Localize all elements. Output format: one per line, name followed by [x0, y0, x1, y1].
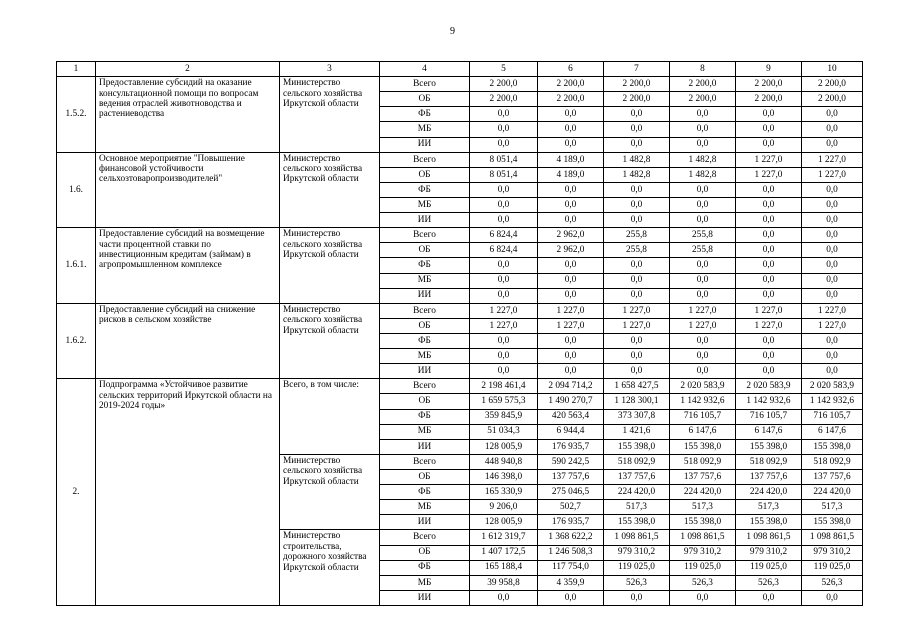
amount-cell: 0,0 [802, 590, 863, 605]
amount-cell: 224 420,0 [736, 485, 802, 500]
amount-cell: 0,0 [802, 288, 863, 303]
executor: Министерство сельского хозяйства Иркутской области [280, 454, 380, 530]
amount-cell: 518 092,9 [670, 454, 736, 469]
amount-cell: 0,0 [670, 197, 736, 212]
item-name: Подпрограмма «Устойчивое развитие сельских территорий Иркутской области на 2019-2024 годы» [96, 379, 280, 606]
amount-cell: 0,0 [470, 197, 538, 212]
amount-cell: 526,3 [802, 575, 863, 590]
funding-source: ОБ [380, 394, 470, 409]
amount-cell: 8 051,4 [470, 152, 538, 167]
amount-cell: 1 098 861,5 [802, 530, 863, 545]
funding-source: ИИ [380, 288, 470, 303]
amount-cell: 0,0 [736, 258, 802, 273]
item-code: 1.6.2. [57, 303, 96, 379]
amount-cell: 4 189,0 [538, 167, 604, 182]
amount-cell: 1 482,8 [604, 152, 670, 167]
amount-cell: 0,0 [604, 364, 670, 379]
amount-cell: 155 398,0 [736, 439, 802, 454]
amount-cell: 0,0 [670, 349, 736, 364]
amount-cell: 0,0 [470, 349, 538, 364]
amount-cell: 0,0 [604, 349, 670, 364]
amount-cell: 1 142 932,6 [670, 394, 736, 409]
amount-cell: 0,0 [670, 122, 736, 137]
amount-cell: 119 025,0 [736, 560, 802, 575]
amount-cell: 1 482,8 [670, 167, 736, 182]
amount-cell: 2 200,0 [604, 92, 670, 107]
amount-cell: 9 206,0 [470, 500, 538, 515]
amount-cell: 0,0 [538, 288, 604, 303]
amount-cell: 0,0 [802, 364, 863, 379]
amount-cell: 2 200,0 [802, 92, 863, 107]
amount-cell: 155 398,0 [802, 515, 863, 530]
amount-cell: 1 482,8 [604, 167, 670, 182]
amount-cell: 1 227,0 [470, 318, 538, 333]
amount-cell: 526,3 [670, 575, 736, 590]
funding-source: МБ [380, 575, 470, 590]
funding-source: ОБ [380, 469, 470, 484]
amount-cell: 2 020 583,9 [736, 379, 802, 394]
amount-cell: 359 845,9 [470, 409, 538, 424]
funding-source: Всего [380, 454, 470, 469]
column-header: 9 [736, 62, 802, 77]
amount-cell: 0,0 [670, 182, 736, 197]
amount-cell: 518 092,9 [802, 454, 863, 469]
amount-cell: 0,0 [470, 288, 538, 303]
amount-cell: 0,0 [470, 122, 538, 137]
amount-cell: 979 310,2 [670, 545, 736, 560]
funding-source: Всего [380, 530, 470, 545]
table-row [57, 152, 863, 167]
amount-cell: 1 227,0 [802, 303, 863, 318]
amount-cell: 0,0 [736, 137, 802, 152]
funding-source: ОБ [380, 318, 470, 333]
item-code: 1.5.2. [57, 77, 96, 153]
amount-cell: 255,8 [604, 228, 670, 243]
amount-cell: 1 658 427,5 [604, 379, 670, 394]
column-header: 10 [802, 62, 863, 77]
column-header: 5 [470, 62, 538, 77]
amount-cell: 1 246 508,3 [538, 545, 604, 560]
amount-cell: 2 200,0 [736, 92, 802, 107]
page-number: 9 [450, 26, 455, 37]
table-row [57, 228, 863, 243]
amount-cell: 165 330,9 [470, 485, 538, 500]
amount-cell: 0,0 [538, 107, 604, 122]
amount-cell: 1 098 861,5 [670, 530, 736, 545]
amount-cell: 0,0 [538, 197, 604, 212]
item-name: Предоставление субсидий на возмещение части процентной ставки по инвестиционным кредитам (займам) в агропромышленном комплексе [96, 228, 280, 304]
amount-cell: 0,0 [470, 213, 538, 228]
amount-cell: 1 421,6 [604, 424, 670, 439]
amount-cell: 0,0 [470, 273, 538, 288]
funding-source: ФБ [380, 182, 470, 197]
amount-cell: 119 025,0 [670, 560, 736, 575]
amount-cell: 0,0 [736, 122, 802, 137]
amount-cell: 0,0 [470, 333, 538, 348]
amount-cell: 137 757,6 [802, 469, 863, 484]
amount-cell: 1 227,0 [736, 152, 802, 167]
amount-cell: 51 034,3 [470, 424, 538, 439]
amount-cell: 6 944,4 [538, 424, 604, 439]
amount-cell: 518 092,9 [736, 454, 802, 469]
amount-cell: 0,0 [604, 258, 670, 273]
amount-cell: 137 757,6 [604, 469, 670, 484]
funding-source: ИИ [380, 137, 470, 152]
amount-cell: 0,0 [604, 197, 670, 212]
amount-cell: 517,3 [604, 500, 670, 515]
amount-cell: 176 935,7 [538, 515, 604, 530]
amount-cell: 1 227,0 [538, 318, 604, 333]
amount-cell: 0,0 [802, 107, 863, 122]
item-name: Основное мероприятие "Повышение финансовой устойчивости сельхозтоваропроизводителей" [96, 152, 280, 228]
column-header: 7 [604, 62, 670, 77]
amount-cell: 0,0 [538, 273, 604, 288]
amount-cell: 1 227,0 [538, 303, 604, 318]
amount-cell: 4 359,9 [538, 575, 604, 590]
amount-cell: 2 200,0 [604, 77, 670, 92]
funding-source: МБ [380, 273, 470, 288]
amount-cell: 0,0 [604, 182, 670, 197]
amount-cell: 0,0 [670, 364, 736, 379]
amount-cell: 137 757,6 [670, 469, 736, 484]
amount-cell: 2 020 583,9 [670, 379, 736, 394]
amount-cell: 1 227,0 [802, 152, 863, 167]
amount-cell: 224 420,0 [670, 485, 736, 500]
amount-cell: 0,0 [802, 333, 863, 348]
amount-cell: 2 200,0 [802, 77, 863, 92]
amount-cell: 1 612 319,7 [470, 530, 538, 545]
amount-cell: 0,0 [604, 333, 670, 348]
amount-cell: 0,0 [670, 333, 736, 348]
amount-cell: 2 200,0 [670, 77, 736, 92]
amount-cell: 0,0 [538, 122, 604, 137]
amount-cell: 2 962,0 [538, 228, 604, 243]
amount-cell: 1 227,0 [802, 167, 863, 182]
table-row [57, 303, 863, 318]
funding-source: Всего [380, 379, 470, 394]
amount-cell: 137 757,6 [736, 469, 802, 484]
amount-cell: 1 142 932,6 [802, 394, 863, 409]
amount-cell: 0,0 [736, 590, 802, 605]
amount-cell: 0,0 [802, 122, 863, 137]
funding-source: ОБ [380, 92, 470, 107]
amount-cell: 0,0 [470, 258, 538, 273]
amount-cell: 1 227,0 [802, 318, 863, 333]
amount-cell: 517,3 [736, 500, 802, 515]
amount-cell: 0,0 [670, 590, 736, 605]
amount-cell: 255,8 [604, 243, 670, 258]
item-code: 1.6. [57, 152, 96, 228]
amount-cell: 128 005,9 [470, 439, 538, 454]
amount-cell: 0,0 [736, 288, 802, 303]
funding-source: МБ [380, 500, 470, 515]
amount-cell: 0,0 [736, 107, 802, 122]
amount-cell: 448 940,8 [470, 454, 538, 469]
amount-cell: 0,0 [670, 213, 736, 228]
item-code: 2. [57, 379, 96, 606]
amount-cell: 1 142 932,6 [736, 394, 802, 409]
amount-cell: 0,0 [538, 349, 604, 364]
funding-source: ИИ [380, 515, 470, 530]
amount-cell: 0,0 [736, 349, 802, 364]
funding-source: ОБ [380, 545, 470, 560]
column-header: 2 [96, 62, 280, 77]
amount-cell: 0,0 [736, 197, 802, 212]
amount-cell: 0,0 [538, 137, 604, 152]
amount-cell: 0,0 [670, 288, 736, 303]
amount-cell: 117 754,0 [538, 560, 604, 575]
amount-cell: 1 490 270,7 [538, 394, 604, 409]
table-row [57, 77, 863, 92]
amount-cell: 2 200,0 [538, 77, 604, 92]
column-header: 8 [670, 62, 736, 77]
funding-source: МБ [380, 349, 470, 364]
amount-cell: 176 935,7 [538, 439, 604, 454]
executor: Министерство строительства, дорожного хозяйства Иркутской области [280, 530, 380, 606]
amount-cell: 0,0 [670, 273, 736, 288]
item-name: Предоставление субсидий на оказание консультационной помощи по вопросам ведения отраслей животноводства и растениеводства [96, 77, 280, 153]
amount-cell: 0,0 [604, 213, 670, 228]
amount-cell: 1 227,0 [670, 318, 736, 333]
amount-cell: 224 420,0 [802, 485, 863, 500]
funding-source: ФБ [380, 107, 470, 122]
amount-cell: 716 105,7 [802, 409, 863, 424]
amount-cell: 2 200,0 [736, 77, 802, 92]
amount-cell: 6 824,4 [470, 243, 538, 258]
funding-source: Всего [380, 303, 470, 318]
amount-cell: 155 398,0 [670, 515, 736, 530]
amount-cell: 0,0 [538, 258, 604, 273]
amount-cell: 39 958,8 [470, 575, 538, 590]
amount-cell: 716 105,7 [670, 409, 736, 424]
amount-cell: 1 482,8 [670, 152, 736, 167]
funding-source: ФБ [380, 485, 470, 500]
amount-cell: 0,0 [736, 273, 802, 288]
funding-source: ФБ [380, 560, 470, 575]
amount-cell: 2 962,0 [538, 243, 604, 258]
amount-cell: 1 227,0 [470, 303, 538, 318]
funding-source: ФБ [380, 333, 470, 348]
amount-cell: 0,0 [736, 333, 802, 348]
amount-cell: 0,0 [604, 122, 670, 137]
item-name: Предоставление субсидий на снижение рисков в сельском хозяйстве [96, 303, 280, 379]
budget-table [56, 61, 863, 606]
column-header: 6 [538, 62, 604, 77]
amount-cell: 0,0 [802, 243, 863, 258]
amount-cell: 1 227,0 [604, 303, 670, 318]
amount-cell: 0,0 [802, 213, 863, 228]
item-code: 1.6.1. [57, 228, 96, 304]
funding-source: Всего [380, 152, 470, 167]
funding-source: Всего [380, 228, 470, 243]
amount-cell: 0,0 [736, 243, 802, 258]
amount-cell: 6 147,6 [670, 424, 736, 439]
amount-cell: 0,0 [470, 182, 538, 197]
amount-cell: 0,0 [670, 258, 736, 273]
amount-cell: 517,3 [802, 500, 863, 515]
amount-cell: 373 307,8 [604, 409, 670, 424]
amount-cell: 0,0 [470, 590, 538, 605]
funding-source: ИИ [380, 364, 470, 379]
amount-cell: 0,0 [538, 333, 604, 348]
amount-cell: 502,7 [538, 500, 604, 515]
amount-cell: 0,0 [802, 273, 863, 288]
amount-cell: 155 398,0 [670, 439, 736, 454]
amount-cell: 0,0 [470, 364, 538, 379]
amount-cell: 0,0 [736, 213, 802, 228]
amount-cell: 155 398,0 [736, 515, 802, 530]
amount-cell: 8 051,4 [470, 167, 538, 182]
executor: Министерство сельского хозяйства Иркутской области [280, 152, 380, 228]
amount-cell: 155 398,0 [604, 439, 670, 454]
amount-cell: 0,0 [670, 107, 736, 122]
amount-cell: 517,3 [670, 500, 736, 515]
amount-cell: 518 092,9 [604, 454, 670, 469]
amount-cell: 119 025,0 [802, 560, 863, 575]
amount-cell: 0,0 [802, 137, 863, 152]
amount-cell: 4 189,0 [538, 152, 604, 167]
amount-cell: 1 227,0 [736, 167, 802, 182]
funding-source: ОБ [380, 243, 470, 258]
amount-cell: 0,0 [538, 364, 604, 379]
amount-cell: 979 310,2 [736, 545, 802, 560]
amount-cell: 0,0 [538, 182, 604, 197]
amount-cell: 2 198 461,4 [470, 379, 538, 394]
amount-cell: 2 200,0 [670, 92, 736, 107]
funding-source: ИИ [380, 213, 470, 228]
amount-cell: 716 105,7 [736, 409, 802, 424]
amount-cell: 224 420,0 [604, 485, 670, 500]
executor: Министерство сельского хозяйства Иркутской области [280, 303, 380, 379]
amount-cell: 137 757,6 [538, 469, 604, 484]
amount-cell: 146 398,0 [470, 469, 538, 484]
amount-cell: 1 098 861,5 [604, 530, 670, 545]
amount-cell: 0,0 [670, 137, 736, 152]
amount-cell: 0,0 [604, 137, 670, 152]
amount-cell: 590 242,5 [538, 454, 604, 469]
funding-source: ИИ [380, 590, 470, 605]
amount-cell: 1 227,0 [736, 318, 802, 333]
amount-cell: 0,0 [604, 107, 670, 122]
funding-source: ОБ [380, 167, 470, 182]
amount-cell: 0,0 [604, 273, 670, 288]
amount-cell: 155 398,0 [604, 515, 670, 530]
amount-cell: 155 398,0 [802, 439, 863, 454]
executor: Министерство сельского хозяйства Иркутской области [280, 228, 380, 304]
amount-cell: 1 227,0 [604, 318, 670, 333]
amount-cell: 119 025,0 [604, 560, 670, 575]
amount-cell: 0,0 [470, 137, 538, 152]
amount-cell: 6 147,6 [736, 424, 802, 439]
amount-cell: 0,0 [538, 213, 604, 228]
amount-cell: 0,0 [802, 258, 863, 273]
amount-cell: 526,3 [604, 575, 670, 590]
amount-cell: 1 227,0 [736, 303, 802, 318]
amount-cell: 1 227,0 [670, 303, 736, 318]
executor: Всего, в том числе: [280, 379, 380, 455]
amount-cell: 2 094 714,2 [538, 379, 604, 394]
amount-cell: 1 098 861,5 [736, 530, 802, 545]
funding-source: Всего [380, 77, 470, 92]
amount-cell: 0,0 [470, 107, 538, 122]
amount-cell: 0,0 [538, 590, 604, 605]
amount-cell: 275 046,5 [538, 485, 604, 500]
column-header: 1 [57, 62, 96, 77]
amount-cell: 1 659 575,3 [470, 394, 538, 409]
funding-source: ФБ [380, 258, 470, 273]
amount-cell: 255,8 [670, 228, 736, 243]
amount-cell: 0,0 [736, 182, 802, 197]
amount-cell: 255,8 [670, 243, 736, 258]
amount-cell: 0,0 [736, 228, 802, 243]
amount-cell: 0,0 [802, 349, 863, 364]
amount-cell: 0,0 [802, 182, 863, 197]
amount-cell: 979 310,2 [802, 545, 863, 560]
amount-cell: 2 200,0 [470, 77, 538, 92]
column-header: 4 [380, 62, 470, 77]
amount-cell: 979 310,2 [604, 545, 670, 560]
header-row [57, 62, 863, 77]
funding-source: МБ [380, 197, 470, 212]
amount-cell: 6 147,6 [802, 424, 863, 439]
amount-cell: 1 368 622,2 [538, 530, 604, 545]
amount-cell: 128 005,9 [470, 515, 538, 530]
amount-cell: 2 200,0 [538, 92, 604, 107]
funding-source: ФБ [380, 409, 470, 424]
funding-source: МБ [380, 424, 470, 439]
amount-cell: 6 824,4 [470, 228, 538, 243]
executor: Министерство сельского хозяйства Иркутской области [280, 77, 380, 153]
amount-cell: 0,0 [604, 590, 670, 605]
amount-cell: 420 563,4 [538, 409, 604, 424]
amount-cell: 165 188,4 [470, 560, 538, 575]
amount-cell: 1 407 172,5 [470, 545, 538, 560]
amount-cell: 2 020 583,9 [802, 379, 863, 394]
amount-cell: 526,3 [736, 575, 802, 590]
amount-cell: 0,0 [604, 288, 670, 303]
amount-cell: 0,0 [802, 228, 863, 243]
amount-cell: 0,0 [736, 364, 802, 379]
column-header: 3 [280, 62, 380, 77]
amount-cell: 0,0 [802, 197, 863, 212]
table-row [57, 379, 863, 394]
amount-cell: 1 128 300,1 [604, 394, 670, 409]
funding-source: ИИ [380, 439, 470, 454]
amount-cell: 2 200,0 [470, 92, 538, 107]
funding-source: МБ [380, 122, 470, 137]
